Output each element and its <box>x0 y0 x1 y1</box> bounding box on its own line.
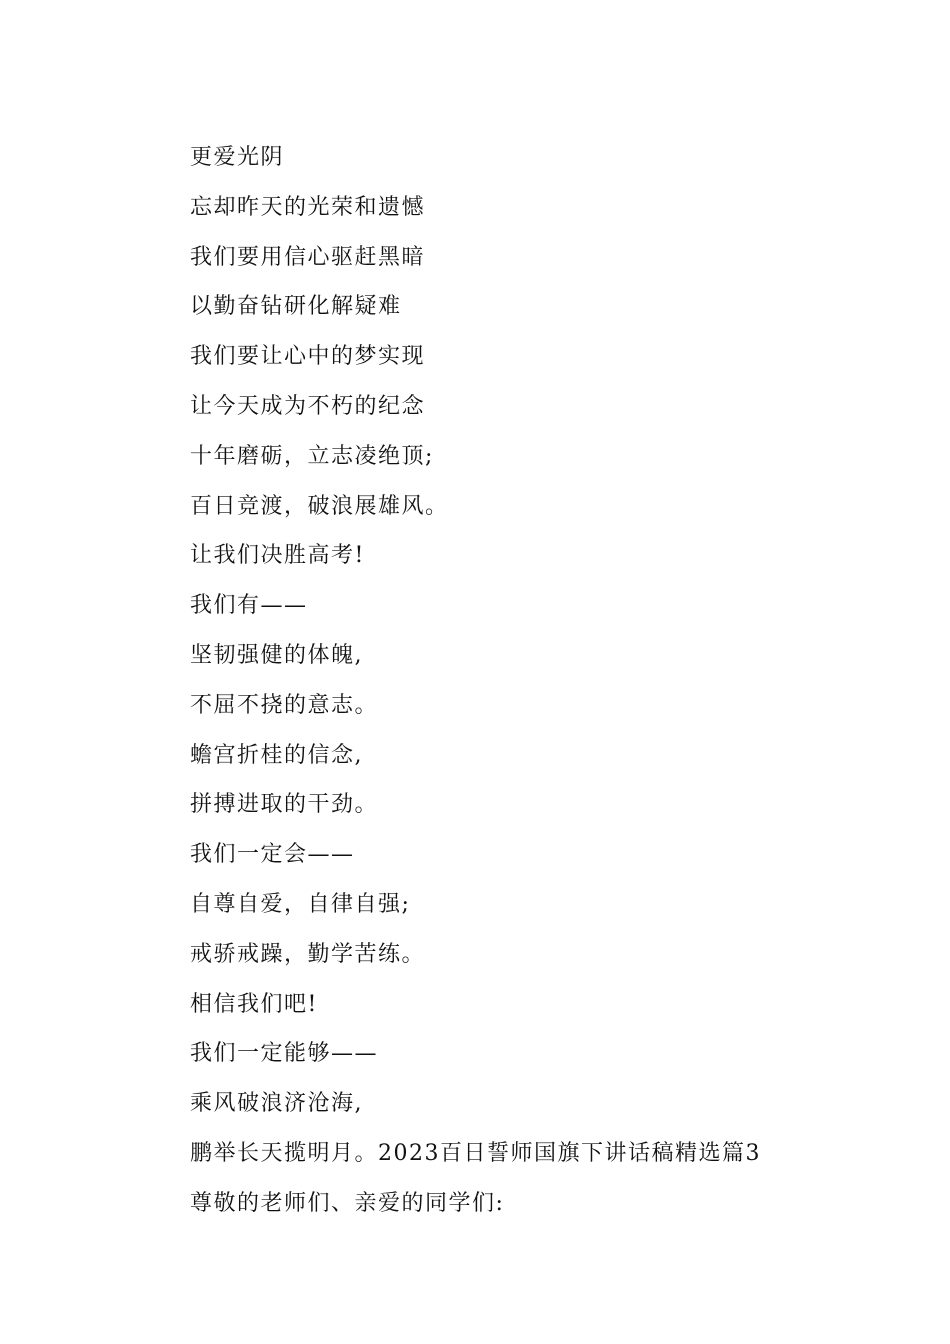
text-line: 相信我们吧! <box>190 991 318 1017</box>
document-body <box>190 133 890 1229</box>
text-line: 蟾宫折桂的信念, <box>190 742 363 768</box>
text-line: 尊敬的老师们、亲爱的同学们: <box>190 1190 505 1216</box>
text-line: 乘风破浪济沧海, <box>190 1091 363 1117</box>
text-line: 忘却昨天的光荣和遗憾 <box>190 194 426 220</box>
text-line: 自尊自爱，自律自强; <box>190 891 411 917</box>
text-line: 我们要让心中的梦实现 <box>190 344 426 370</box>
text-line: 拼搏进取的干劲。 <box>190 792 379 818</box>
text-line: 百日竞渡，破浪展雄风。 <box>190 493 449 519</box>
text-line: 更爱光阴 <box>190 145 285 170</box>
text-line: 我们要用信心驱赶黑暗 <box>190 244 426 270</box>
text-line: 不屈不挠的意志。 <box>190 692 379 718</box>
text-line: 坚韧强健的体魄, <box>190 642 363 668</box>
text-line: 我们一定能够—— <box>190 1041 379 1067</box>
text-line: 鹏举长天揽明月。2023百日誓师国旗下讲话稿精选篇3 <box>190 1140 761 1166</box>
text-line: 十年磨砺，立志凌绝顶; <box>190 443 434 469</box>
text-line: 我们一定会—— <box>190 842 355 868</box>
text-line: 让我们决胜高考! <box>190 543 365 569</box>
text-line: 我们有—— <box>190 593 308 619</box>
text-line: 让今天成为不朽的纪念 <box>190 393 426 419</box>
text-line: 戒骄戒躁，勤学苦练。 <box>190 941 426 967</box>
text-line: 以勤奋钻研化解疑难 <box>190 294 402 320</box>
